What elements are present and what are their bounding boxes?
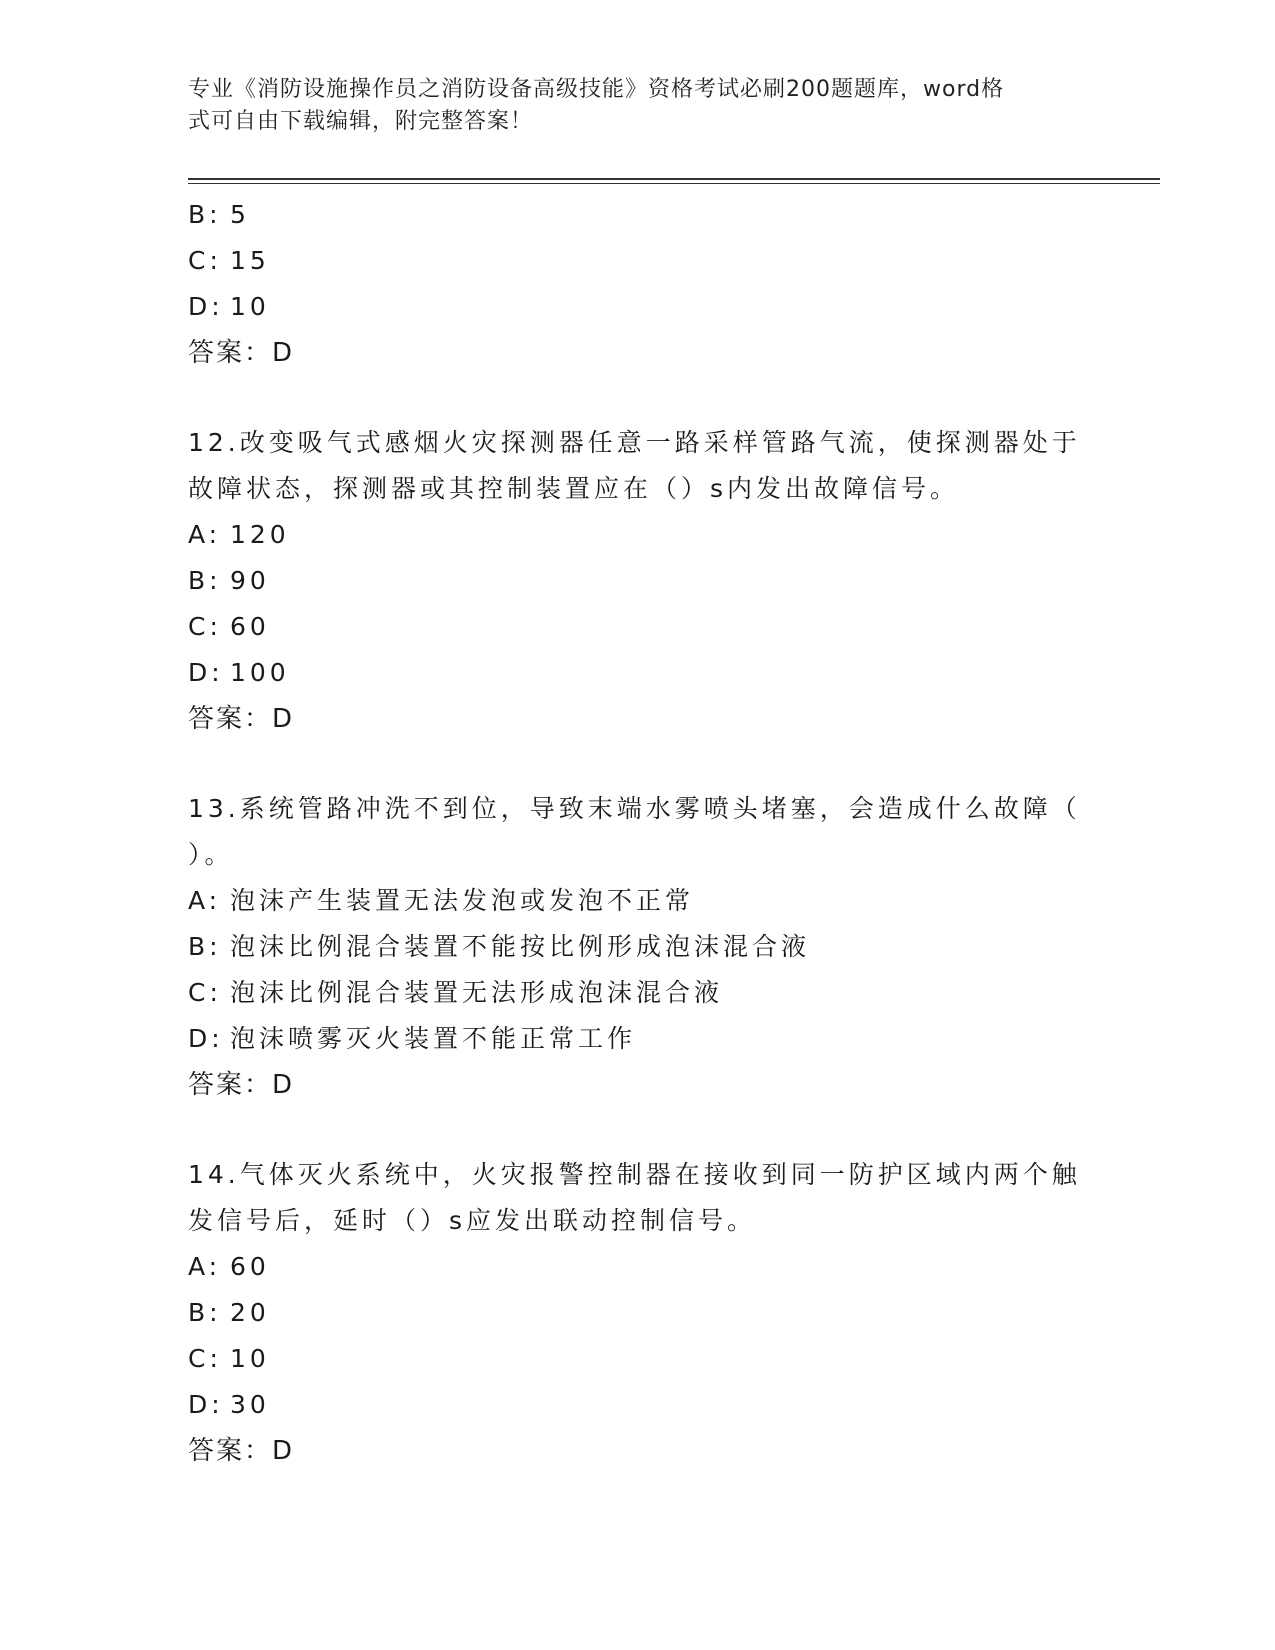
option-letter: C: — [188, 1344, 222, 1373]
option-letter: A: — [188, 1252, 222, 1281]
header-divider-thin — [188, 183, 1160, 184]
spacer — [188, 742, 1088, 786]
header-line-2: 式可自由下载编辑，附完整答案！ — [188, 109, 534, 134]
option-text: 10 — [230, 292, 270, 321]
question-block-13 — [188, 786, 1088, 1108]
option-letter: B: — [188, 932, 222, 961]
answer-line — [188, 1428, 1088, 1474]
answer-value: D — [272, 1436, 295, 1466]
option-b — [188, 192, 1088, 238]
option-letter: B: — [188, 200, 222, 229]
option-letter: D: — [188, 1390, 224, 1419]
answer-value: D — [272, 1070, 295, 1100]
stem-line-1: 14.气体灭火系统中，火灾报警控制器在接收到同一防护区域内两个触 — [188, 1160, 1081, 1189]
question-block-14 — [188, 1152, 1088, 1474]
option-text: 120 — [230, 520, 290, 549]
option-text: 100 — [230, 658, 290, 687]
answer-line — [188, 696, 1088, 742]
document-header — [188, 74, 1068, 138]
option-text: 15 — [230, 246, 270, 275]
header-line-1: 专业《消防设施操作员之消防设备高级技能》资格考试必刷200题题库，word格 — [188, 77, 1005, 102]
option-d — [188, 650, 1088, 696]
option-text: 10 — [230, 1344, 270, 1373]
option-text: 泡沫产生装置无法发泡或发泡不正常 — [230, 886, 695, 915]
option-a — [188, 1244, 1088, 1290]
question-block-12 — [188, 420, 1088, 742]
option-c — [188, 604, 1088, 650]
stem-line-2: 发信号后，延时（）s应发出联动控制信号。 — [188, 1206, 757, 1235]
option-b — [188, 558, 1088, 604]
answer-line — [188, 330, 1088, 376]
question-block-11-continued — [188, 192, 1088, 376]
option-text: 20 — [230, 1298, 270, 1327]
option-d — [188, 284, 1088, 330]
option-d — [188, 1016, 1088, 1062]
option-letter: C: — [188, 246, 222, 275]
stem-line-1: 12.改变吸气式感烟火灾探测器任意一路采样管路气流，使探测器处于 — [188, 428, 1081, 457]
answer-label: 答案： — [188, 704, 273, 734]
option-letter: A: — [188, 520, 222, 549]
option-a — [188, 878, 1088, 924]
option-text: 90 — [230, 566, 270, 595]
option-letter: B: — [188, 1298, 222, 1327]
question-stem — [188, 786, 1088, 878]
option-text: 泡沫比例混合装置不能按比例形成泡沫混合液 — [230, 932, 811, 961]
option-d — [188, 1382, 1088, 1428]
option-text: 30 — [230, 1390, 270, 1419]
question-stem — [188, 1152, 1088, 1244]
option-letter: C: — [188, 612, 222, 641]
answer-value: D — [272, 704, 295, 734]
answer-line — [188, 1062, 1088, 1108]
header-divider-thick — [188, 178, 1160, 180]
option-letter: D: — [188, 292, 224, 321]
option-a — [188, 512, 1088, 558]
option-c — [188, 970, 1088, 1016]
option-letter: D: — [188, 658, 224, 687]
option-c — [188, 1336, 1088, 1382]
stem-line-2: ）。 — [188, 840, 234, 869]
spacer — [188, 1108, 1088, 1152]
answer-value: D — [272, 338, 295, 368]
question-list — [188, 192, 1088, 1474]
option-text: 60 — [230, 612, 270, 641]
option-text: 5 — [230, 200, 250, 229]
option-text: 60 — [230, 1252, 270, 1281]
stem-line-2: 故障状态，探测器或其控制装置应在（）s内发出故障信号。 — [188, 474, 960, 503]
stem-line-1: 13.系统管路冲洗不到位，导致末端水雾喷头堵塞，会造成什么故障（ — [188, 794, 1081, 823]
option-c — [188, 238, 1088, 284]
option-letter: B: — [188, 566, 222, 595]
answer-label: 答案： — [188, 338, 273, 368]
answer-label: 答案： — [188, 1070, 273, 1100]
option-letter: C: — [188, 978, 222, 1007]
spacer — [188, 376, 1088, 420]
answer-label: 答案： — [188, 1436, 273, 1466]
question-stem — [188, 420, 1088, 512]
option-b — [188, 924, 1088, 970]
option-b — [188, 1290, 1088, 1336]
option-letter: A: — [188, 886, 222, 915]
option-text: 泡沫比例混合装置无法形成泡沫混合液 — [230, 978, 724, 1007]
option-letter: D: — [188, 1024, 224, 1053]
option-text: 泡沫喷雾灭火装置不能正常工作 — [230, 1024, 637, 1053]
